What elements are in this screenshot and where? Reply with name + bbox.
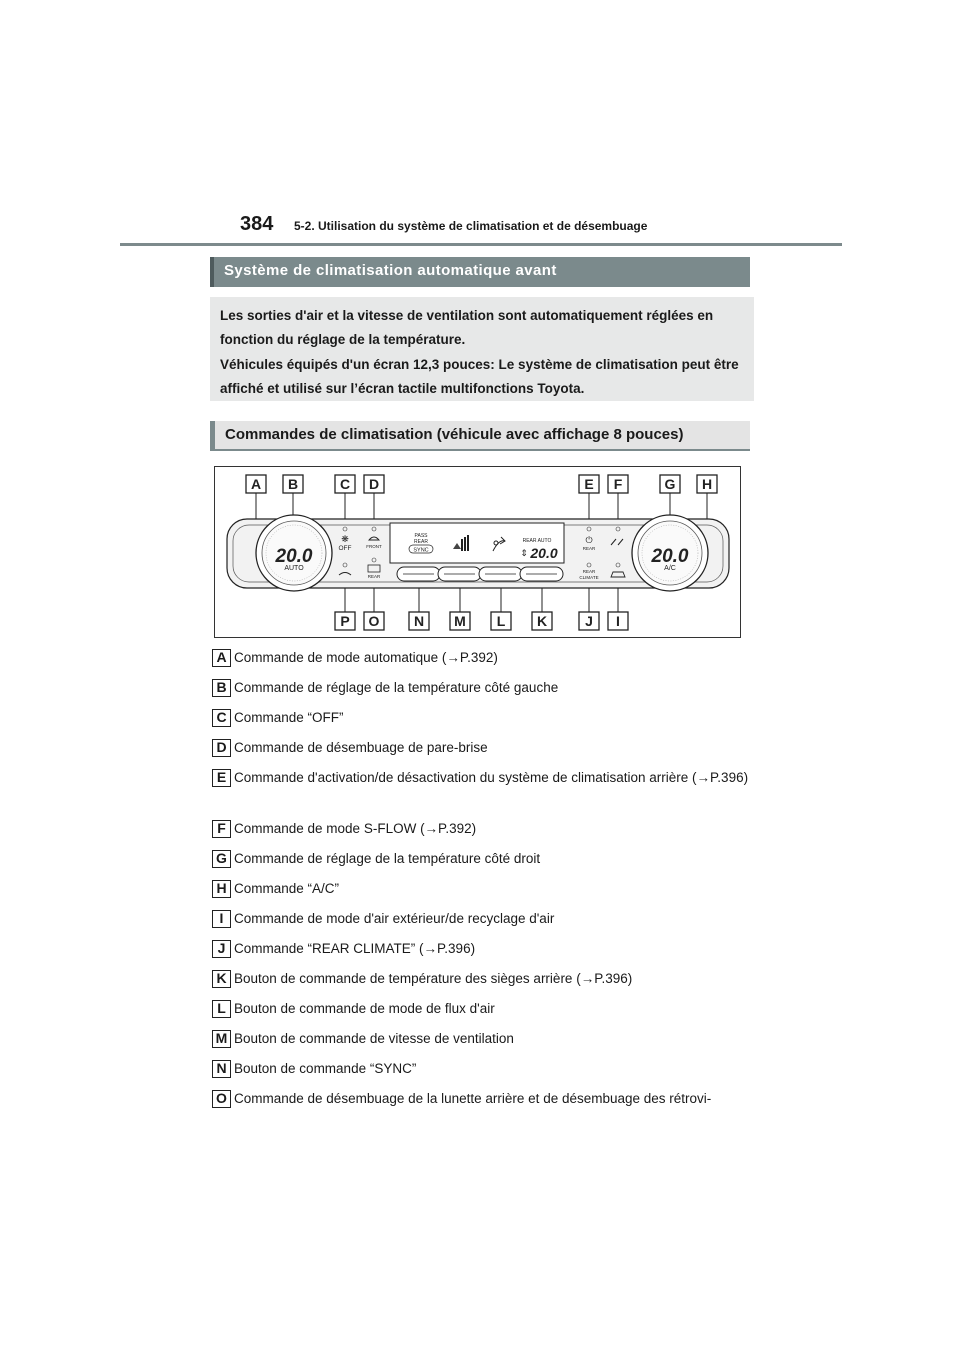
legend-key-badge: K: [212, 970, 231, 988]
svg-text:B: B: [287, 476, 299, 492]
svg-text:F: F: [613, 476, 623, 492]
legend-text: Commande de désembuage de la lunette arrière et de désembuage des rétrovi-: [234, 1091, 712, 1106]
legend-key-badge: A: [212, 649, 231, 667]
legend-item-m: [212, 1028, 772, 1058]
callout-m: [450, 612, 470, 630]
legend-text: Commande de mode d'air extérieur/de recyclage d'air: [234, 911, 555, 926]
pass-rear-label: REAR: [414, 539, 428, 545]
callout-b: [283, 475, 303, 493]
svg-text:D: D: [368, 476, 380, 492]
running-header: 5-2. Utilisation du système de climatisation et de désembuage: [294, 219, 648, 233]
callout-c: [335, 475, 355, 493]
svg-text:O: O: [368, 613, 380, 629]
svg-text:I: I: [616, 613, 620, 629]
legend-text: Commande “REAR CLIMATE” (→P.396): [234, 941, 476, 956]
legend-item-c: [212, 707, 772, 737]
svg-text:E: E: [584, 476, 594, 492]
legend-item-b: [212, 677, 772, 707]
svg-text:REAR: REAR: [367, 574, 381, 579]
legend-text: Commande de désembuage de pare-brise: [234, 740, 488, 755]
info-paragraph-2: Véhicules équipés d'un écran 12,3 pouces: Le système de climatisation peut être affiché et utilisé sur l’écran tactile multifonctions Toyota.: [220, 357, 739, 396]
callout-e: [579, 475, 599, 493]
legend-item-e: [212, 767, 772, 818]
legend-text: Bouton de commande de mode de flux d'air: [234, 1001, 495, 1016]
svg-text:H: H: [701, 476, 713, 492]
legend-item-n: [212, 1058, 772, 1088]
rear-auto-label: REAR AUTO: [522, 538, 552, 544]
legend-key-badge: I: [212, 910, 231, 928]
legend-key-badge: O: [212, 1090, 231, 1108]
callout-n: [409, 612, 429, 630]
svg-text:K: K: [536, 613, 548, 629]
callout-f: [608, 475, 628, 493]
header-rule: [120, 243, 842, 246]
callout-l: [491, 612, 511, 630]
svg-text:G: G: [664, 476, 676, 492]
legend-key-badge: D: [212, 739, 231, 757]
svg-text:OFF: OFF: [338, 545, 352, 552]
legend-key-badge: L: [212, 1000, 231, 1018]
rear-temp-display: 20.0: [530, 545, 558, 561]
page-number: 384: [240, 213, 274, 235]
legend-text: Commande de réglage de la température côté droit: [234, 851, 541, 866]
callout-h: [697, 475, 717, 493]
callout-o: [364, 612, 384, 630]
climate-control-figure: [214, 466, 741, 638]
svg-text:N: N: [413, 613, 425, 629]
svg-text:REAR: REAR: [582, 546, 596, 551]
right-temp-display: 20.0: [651, 546, 689, 567]
left-temp-display: 20.0: [275, 546, 313, 567]
legend-text: Bouton de commande “SYNC”: [234, 1061, 417, 1076]
svg-text:A: A: [250, 476, 262, 492]
legend-item-o: [212, 1088, 772, 1118]
subsection-title: Commandes de climatisation (véhicule avec affichage 8 pouces): [210, 421, 750, 451]
sync-label: SYNC: [413, 547, 429, 554]
legend-text: Commande de mode S-FLOW (→P.392): [234, 821, 477, 836]
legend-item-k: [212, 968, 772, 998]
svg-text:CLIMATE: CLIMATE: [579, 575, 599, 580]
legend-text: Commande “OFF”: [234, 710, 344, 725]
callout-d: [364, 475, 384, 493]
legend-key-badge: J: [212, 940, 231, 958]
callout-k: [532, 612, 552, 630]
callout-g: [660, 475, 680, 493]
callout-i: [608, 612, 628, 630]
ac-label: A/C: [664, 565, 676, 572]
legend-text: Bouton de commande de température des sièges arrière (→P.396): [234, 971, 633, 986]
legend-text: Commande de mode automatique (→P.392): [234, 650, 498, 665]
legend-key-badge: M: [212, 1030, 231, 1048]
svg-text:C: C: [339, 476, 351, 492]
legend-item-a: [212, 647, 772, 677]
legend-item-j: [212, 938, 772, 968]
right-temperature-knob[interactable]: [632, 515, 708, 591]
legend-text: Commande d'activation/de désactivation du système de climatisation arrière (→P.396): [234, 770, 749, 785]
callout-a: [246, 475, 266, 493]
info-paragraph-1: Les sorties d'air et la vitesse de ventilation sont automatiquement réglées en fonction du réglage de la température.: [220, 308, 714, 347]
legend-key-badge: G: [212, 850, 231, 868]
svg-text:J: J: [585, 613, 593, 629]
legend-key-badge: N: [212, 1060, 231, 1078]
legend-list: [212, 647, 772, 1118]
up-down-arrows-icon: ⇕: [520, 548, 528, 558]
info-box: [210, 297, 754, 401]
legend-key-badge: C: [212, 709, 231, 727]
legend-item-l: [212, 998, 772, 1028]
power-icon: ⏻: [585, 535, 593, 545]
legend-key-badge: F: [212, 820, 231, 838]
legend-text: Bouton de commande de vitesse de ventilation: [234, 1031, 514, 1046]
legend-text: Commande “A/C”: [234, 881, 340, 896]
legend-item-d: [212, 737, 772, 767]
svg-text:FRONT: FRONT: [366, 544, 382, 549]
callout-j: [579, 612, 599, 630]
legend-key-badge: B: [212, 679, 231, 697]
auto-label: AUTO: [284, 565, 304, 572]
svg-text:P: P: [340, 613, 350, 629]
legend-item-h: [212, 878, 772, 908]
legend-item-g: [212, 848, 772, 878]
pass-label: PASS: [414, 533, 428, 539]
section-title: Système de climatisation automatique avant: [210, 257, 750, 287]
legend-key-badge: E: [212, 769, 231, 787]
svg-text:L: L: [496, 613, 506, 629]
fan-icon: ❋: [341, 534, 349, 544]
legend-key-badge: H: [212, 880, 231, 898]
svg-text:REAR: REAR: [582, 569, 596, 574]
legend-item-i: [212, 908, 772, 938]
left-temperature-knob[interactable]: [256, 515, 332, 591]
callout-p: [335, 612, 355, 630]
legend-text: Commande de réglage de la température côté gauche: [234, 680, 559, 695]
svg-text:M: M: [454, 613, 466, 629]
legend-item-f: [212, 818, 772, 848]
